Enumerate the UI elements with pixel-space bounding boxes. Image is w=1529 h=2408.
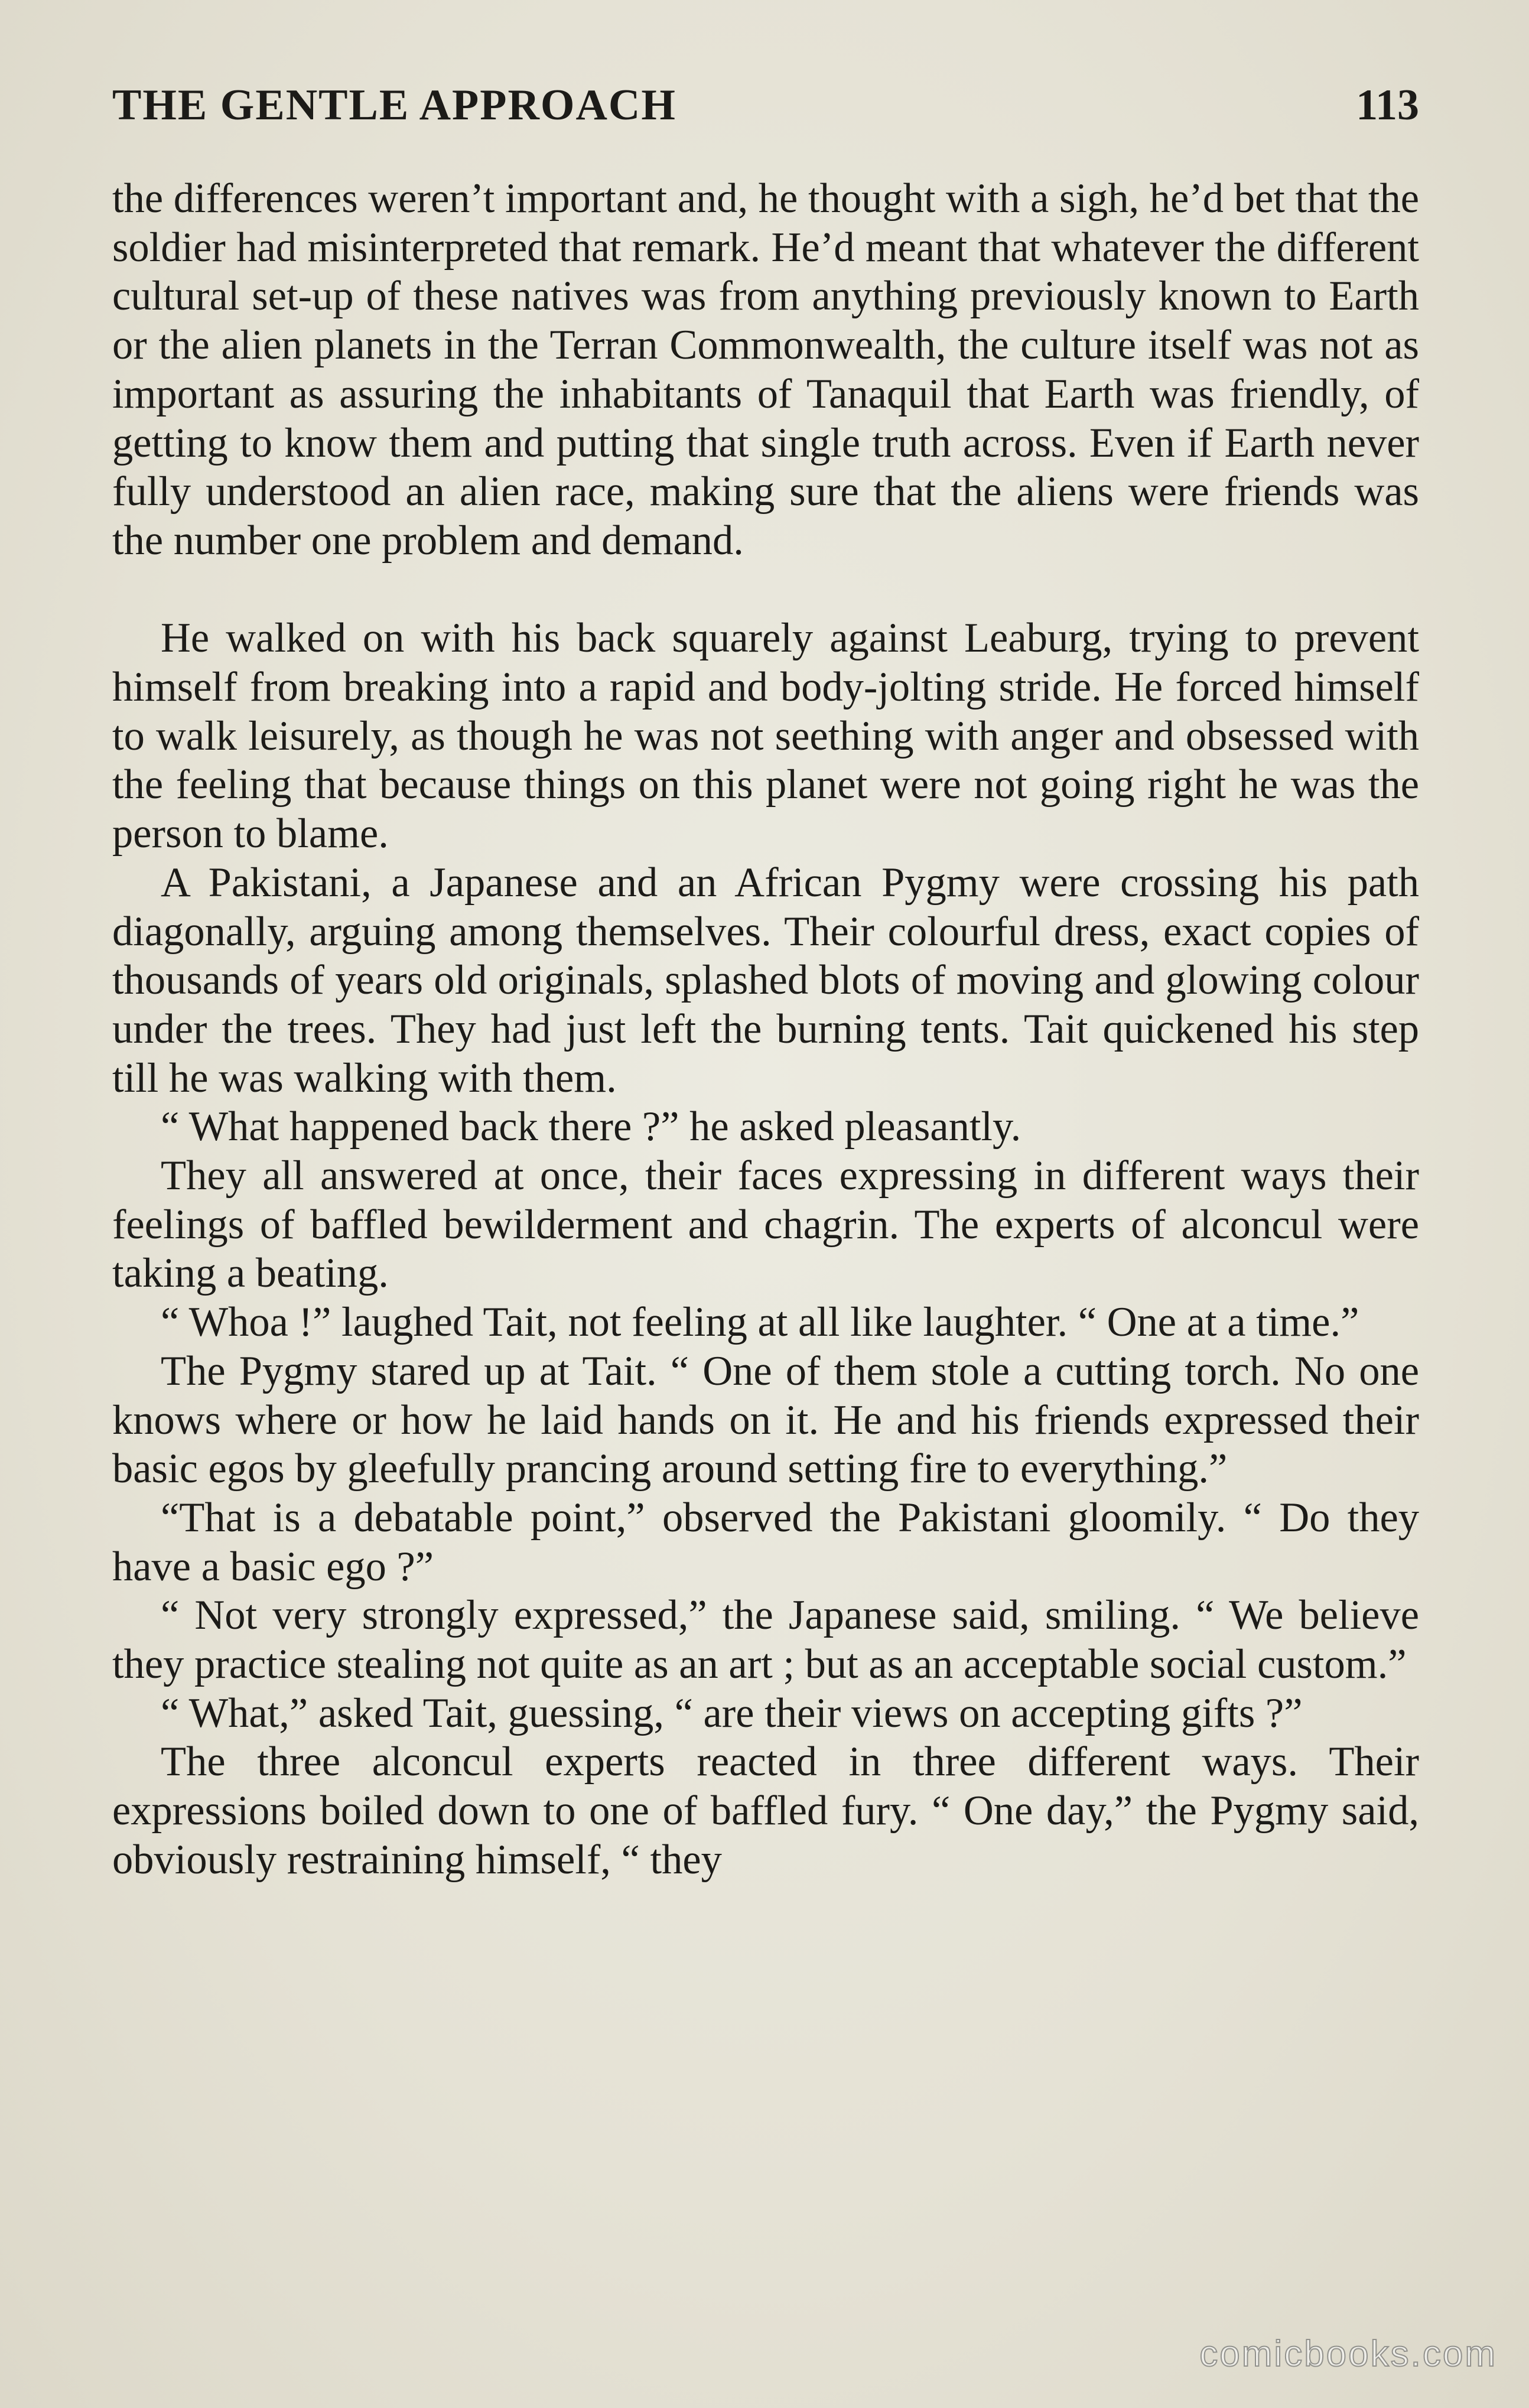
paragraph: “ Whoa !” laughed Tait, not feeling at all like laughter. “ One at a time.” bbox=[161, 1299, 1359, 1346]
running-head: THE GENTLE APPROACH bbox=[112, 81, 676, 129]
body-text bbox=[112, 174, 1419, 1885]
paragraph: “ What,” asked Tait, guessing, “ are their views on accepting gifts ?” bbox=[161, 1690, 1303, 1736]
page-number: 113 bbox=[1356, 81, 1419, 129]
paragraph: The three alconcul experts reacted in three different ways. Their expressions boiled down to one of baffled fury. “ One day,” the Pygmy said, obviously restraining himself, “ they bbox=[112, 1739, 1419, 1883]
paragraph: He walked on with his back squarely against Leaburg, trying to prevent himself from breaking into a rapid and body-jolting stride. He forced himself to walk leisurely, as though he was not seething with anger and obsessed with the feeling that because things on this planet were not going right he was the person to blame. bbox=[112, 615, 1419, 857]
paragraph: “ Not very strongly expressed,” the Japanese said, smiling. “ We believe they practice stealing not quite as an art ; but as an acceptable social custom.” bbox=[112, 1592, 1419, 1688]
paragraph: “That is a debatable point,” observed the Pakistani gloomily. “ Do they have a basic ego ?” bbox=[112, 1494, 1419, 1590]
paragraph: the differences weren’t important and, he thought with a sigh, he’d bet that the soldier had misinterpreted that remark. He’d meant that whatever the different cultural set-up of these natives was from anything previously known to Earth or the alien planets in the Terran Commonwealth, the culture itself was not as important as assuring the inhabitants of Tanaquil that Earth was friendly, of getting to know them and putting that single truth across. Even if Earth never fully understood an alien race, making sure that the aliens were friends was the number one problem and demand. bbox=[112, 175, 1419, 564]
paragraph: The Pygmy stared up at Tait. “ One of them stole a cutting torch. No one knows where or how he laid hands on it. He and his friends expressed their basic egos by gleefully prancing around setting fire to everything.” bbox=[112, 1348, 1419, 1492]
paragraph: “ What happened back there ?” he asked pleasantly. bbox=[161, 1104, 1021, 1150]
paragraph: They all answered at once, their faces expressing in different ways their feelings of baffled bewilderment and chagrin. The experts of alconcul were taking a beating. bbox=[112, 1153, 1419, 1297]
watermark: comicbooks.com bbox=[1199, 2334, 1497, 2374]
page-header bbox=[112, 76, 1419, 135]
paragraph: A Pakistani, a Japanese and an African Pygmy were crossing his path diagonally, arguing among themselves. Their colourful dress, exact copies of thousands of years old originals, splashed blots of moving and glowing colour under the trees. They had just left the burning tents. Tait quickened his step till he was walking with them. bbox=[112, 859, 1419, 1101]
